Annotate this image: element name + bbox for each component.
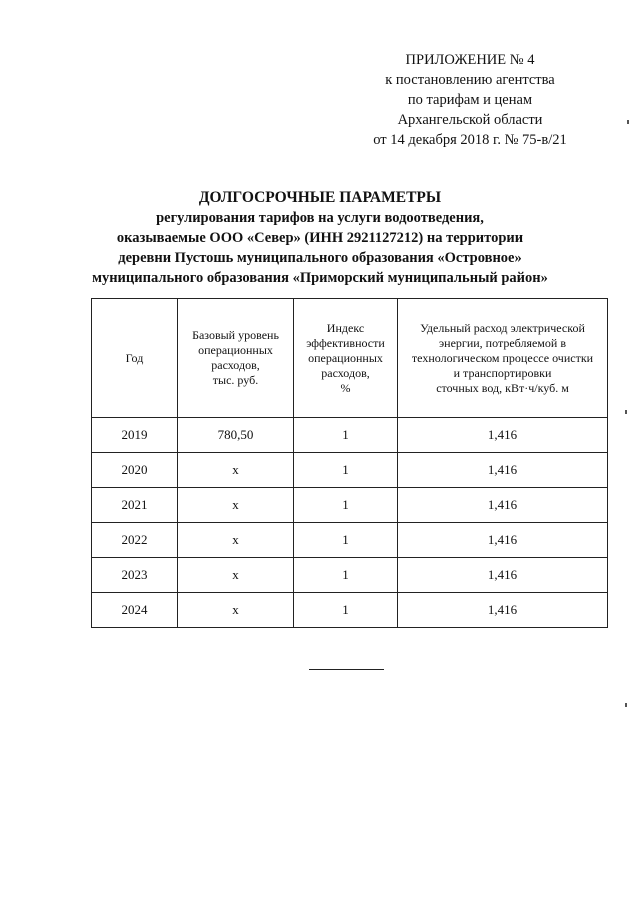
cell-efficiency-index: 1 bbox=[294, 558, 398, 593]
appendix-header bbox=[340, 50, 600, 150]
cell-efficiency-index: 1 bbox=[294, 523, 398, 558]
title-line: деревни Пустошь муниципального образования «Островное» bbox=[118, 250, 522, 266]
table-row bbox=[92, 488, 608, 523]
cell-energy-consumption: 1,416 bbox=[398, 523, 608, 558]
cell-efficiency-index: 1 bbox=[294, 488, 398, 523]
cell-base-costs: 780,50 bbox=[178, 418, 294, 453]
title-main: ДОЛГОСРОЧНЫЕ ПАРАМЕТРЫ bbox=[198, 189, 442, 206]
cell-year: 2022 bbox=[92, 523, 178, 558]
appendix-line: ПРИЛОЖЕНИЕ № 4 bbox=[405, 52, 535, 68]
cell-efficiency-index: 1 bbox=[294, 593, 398, 628]
header-efficiency-index: Индекс эффективности операционных расходов, % bbox=[294, 299, 398, 418]
table-row bbox=[92, 558, 608, 593]
cell-efficiency-index: 1 bbox=[294, 453, 398, 488]
appendix-line: от 14 декабря 2018 г. № 75-в/21 bbox=[373, 132, 567, 148]
header-year: Год bbox=[92, 299, 178, 418]
cell-year: 2019 bbox=[92, 418, 178, 453]
cell-energy-consumption: 1,416 bbox=[398, 488, 608, 523]
cell-year: 2024 bbox=[92, 593, 178, 628]
cell-base-costs: х bbox=[178, 453, 294, 488]
appendix-line: Архангельской области bbox=[397, 112, 543, 128]
document-title bbox=[60, 188, 580, 288]
cell-base-costs: х bbox=[178, 558, 294, 593]
header-base-costs: Базовый уровень операционных расходов, тыс. руб. bbox=[178, 299, 294, 418]
cell-base-costs: х bbox=[178, 488, 294, 523]
cell-year: 2021 bbox=[92, 488, 178, 523]
table-row bbox=[92, 453, 608, 488]
cell-base-costs: х bbox=[178, 523, 294, 558]
table-row bbox=[92, 523, 608, 558]
scan-speck bbox=[625, 703, 627, 707]
appendix-line: к постановлению агентства bbox=[385, 72, 555, 88]
scan-speck bbox=[627, 120, 629, 124]
title-line: регулирования тарифов на услуги водоотведения, bbox=[156, 210, 484, 226]
title-line: муниципального образования «Приморский муниципальный район» bbox=[92, 270, 548, 286]
cell-efficiency-index: 1 bbox=[294, 418, 398, 453]
cell-year: 2023 bbox=[92, 558, 178, 593]
table-header-row bbox=[92, 299, 608, 418]
header-energy-consumption: Удельный расход электрической энергии, потребляемой в технологическом процессе очистки и транспортировки сточных вод, кВт·ч/куб. м bbox=[398, 299, 608, 418]
closing-separator-line bbox=[309, 669, 384, 670]
parameters-table bbox=[91, 298, 608, 628]
scan-speck bbox=[625, 410, 627, 414]
table-row bbox=[92, 418, 608, 453]
cell-energy-consumption: 1,416 bbox=[398, 558, 608, 593]
appendix-line: по тарифам и ценам bbox=[407, 92, 533, 108]
cell-energy-consumption: 1,416 bbox=[398, 418, 608, 453]
cell-energy-consumption: 1,416 bbox=[398, 593, 608, 628]
cell-energy-consumption: 1,416 bbox=[398, 453, 608, 488]
table-row bbox=[92, 593, 608, 628]
cell-year: 2020 bbox=[92, 453, 178, 488]
title-line: оказываемые ООО «Север» (ИНН 2921127212) на территории bbox=[116, 230, 524, 246]
cell-base-costs: х bbox=[178, 593, 294, 628]
